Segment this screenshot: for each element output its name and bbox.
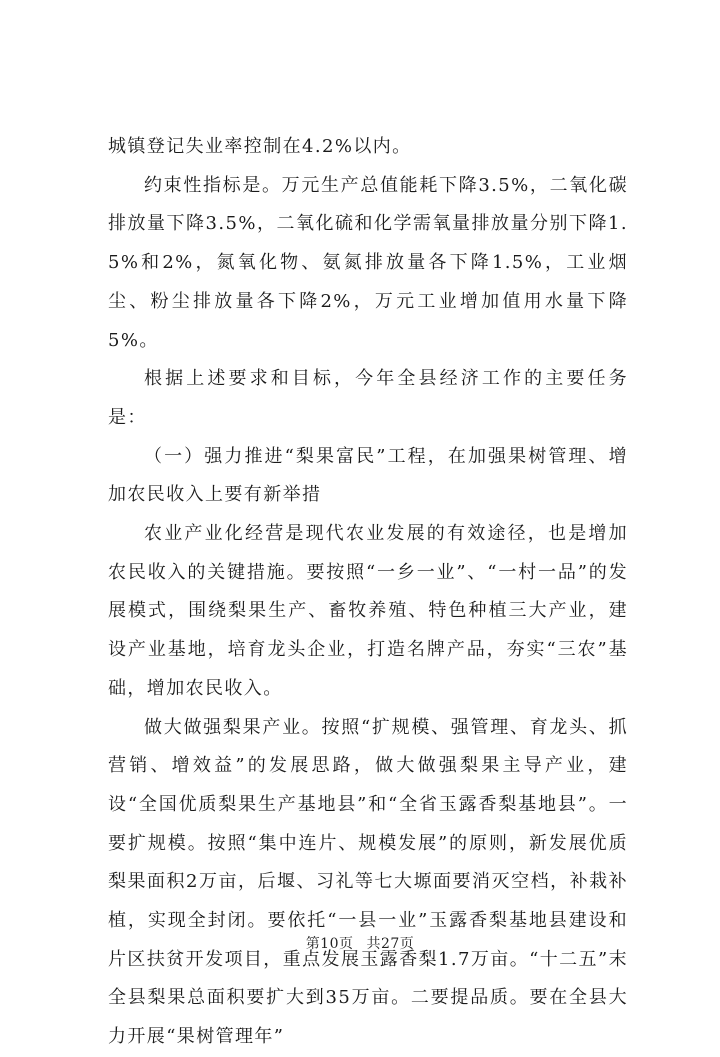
section-heading-1: （一）强力推进“梨果富民”工程，在加强果树管理、增加农民收入上要有新举措 (108, 445, 628, 506)
paragraph-continuation: 城镇登记失业率控制在4.2%以内。 (108, 136, 412, 157)
page-total: 共27页 (366, 936, 415, 952)
page-footer (0, 933, 720, 953)
paragraph-agri-industrialization: 农业产业化经营是现代农业发展的有效途径，也是增加农民收入的关键措施。要按照“一乡一业”、“一村一品”的发展模式，围绕梨果生产、畜牧养殖、特色种植三大产业，建设产业基地，培育龙头企业，打造名牌产品，夯实“三农”基础，增加农民收入。 (108, 523, 628, 699)
paragraph-main-tasks-intro: 根据上述要求和目标，今年全县经济工作的主要任务是： (108, 368, 628, 428)
paragraph-pear-industry: 做大做强梨果产业。按照“扩规模、强管理、育龙头、抓营销、增效益”的发展思路，做大做强梨果主导产业，建设“全国优质梨果生产基地县”和“全省玉露香梨基地县”。一要扩规模。按照“集中连片、规模发展”的原则，新发展优质梨果面积2万亩，后堰、习礼等七大塬面要消灭空档，补栽补植，实现全封闭。要依托“一县一业”玉露香梨基地县建设和片区扶贫开发项目，重点发展玉露香梨1.7万亩。“十二五”末全县梨果总面积要扩大到35万亩。二要提品质。要在全县大力开展“果树管理年” (108, 716, 628, 1048)
paragraph-binding-indicators: 约束性指标是。万元生产总值能耗下降3.5%，二氧化碳排放量下降3.5%，二氧化硫和化学需氧量排放量分别下降1.5%和2%，氮氧化物、氨氮排放量各下降1.5%，工业烟尘、粉尘排放量各下降2%，万元工业增加值用水量下降5%。 (108, 174, 628, 351)
document-body (108, 128, 628, 1057)
page-number: 第10页 (305, 936, 354, 952)
